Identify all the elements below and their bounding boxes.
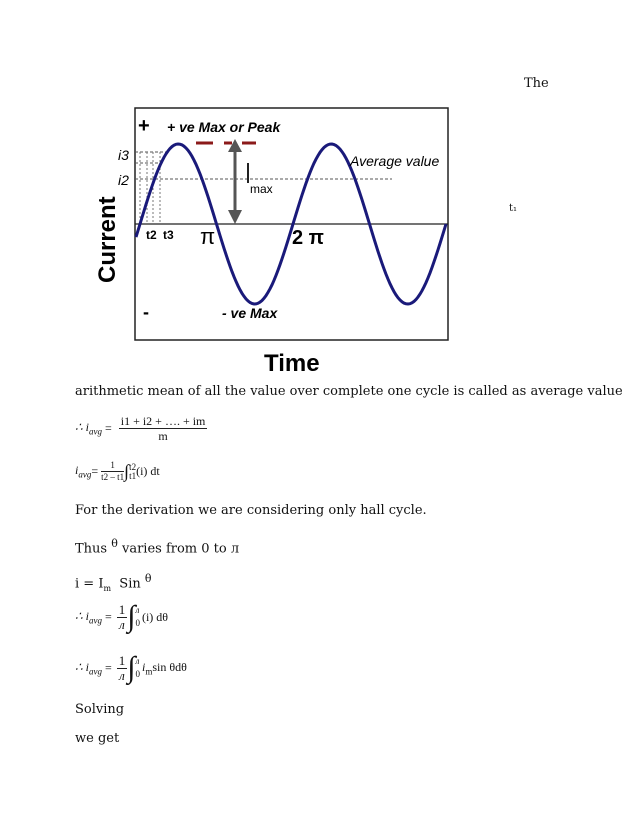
negative-peak-label: - ve Max [222,305,278,321]
eq3-upper-limit: л [135,605,140,615]
eq2-upper-limit: t2 [129,461,137,472]
equation-average-integral [75,460,160,483]
integral-sign: ∫ [124,461,130,481]
integral-sign: ∫ [127,651,136,684]
current-theta: θ [144,572,152,585]
arrow-head-up [228,139,242,152]
eq2-lhs-sub: avg [78,469,92,480]
i2-label: i2 [118,172,129,188]
two-pi-label: 2 π [292,227,324,249]
thus-prefix: Thus [75,541,112,557]
eq4-lhs-sub: avg [88,666,102,677]
equation-half-cycle-integral [75,600,168,634]
y-axis-label: Current [94,196,121,283]
eq4-upper-limit: л [135,656,140,666]
eq2-frac-num: 1 [101,460,124,472]
eq1-denominator: m [158,429,168,443]
eq3-body: (i) dθ [141,609,169,624]
t3-label: t3 [163,228,174,242]
eq4-equals: = [101,660,112,675]
thus-line [75,536,239,557]
eq3-frac-den: л [119,616,125,632]
plus-sign: + [138,115,150,137]
paragraph-half-cycle: For the derivation we are considering only hall cycle. [75,503,427,518]
eq4-frac-den: л [119,667,125,683]
pi-label: π [200,224,216,249]
margin-note: t₁ [509,203,518,214]
eq3-lower-limit: 0 [135,618,140,628]
equation-average-sum [75,414,207,443]
eq4-lower-limit: 0 [135,669,140,679]
t2-label: t2 [146,228,157,242]
eq3-equals: = [101,609,112,624]
eq3-lhs-sub: avg [88,615,102,626]
header-word: The [524,76,549,91]
eq1-numerator: i1 + i2 + …. + im [120,414,206,428]
current-expression [75,571,152,597]
eq1-lhs-sub: avg [88,426,102,437]
eq1-equals: = [101,421,112,435]
eq4-body-i: i [141,659,146,674]
current-rest: Sin [111,576,145,592]
thus-suffix: varies from 0 to л [117,541,240,557]
sine-wave-diagram [90,100,460,380]
eq2-body: (i) dt [136,464,160,478]
eq2-equals: = [91,464,99,478]
theta-symbol: θ [111,537,118,550]
integral-sign: ∫ [127,600,136,633]
eq3-frac-num: 1 [118,601,126,617]
we-get-text: we get [75,731,120,746]
eq1-lhs: ∴ i [75,420,89,435]
eq2-lhs: i [75,463,79,478]
equation-sine-integral [75,651,187,685]
x-axis-label: Time [264,350,320,377]
eq2-frac-den: t2 – t1 [101,472,125,482]
positive-peak-label: + ve Max or Peak [167,119,281,135]
average-value-label: Average value [350,153,440,169]
arrow-head-down [228,210,242,224]
solving-text: Solving [75,702,125,717]
i3-label: i3 [118,147,129,163]
current-lhs: i = I [75,576,104,592]
max-label: max [250,182,273,196]
eq3-lhs: ∴ i [75,608,89,623]
eq4-body: sin θdθ [152,659,187,674]
minus-sign: - [143,302,149,322]
current-sub: m [103,583,112,593]
eq4-body-sub: m [145,666,153,677]
eq2-lower-limit: t1 [129,470,137,481]
eq4-frac-num: 1 [118,652,126,668]
eq4-lhs: ∴ i [75,659,89,674]
paragraph-average-definition: arithmetic mean of all the value over complete one cycle is called as average value [75,384,623,399]
